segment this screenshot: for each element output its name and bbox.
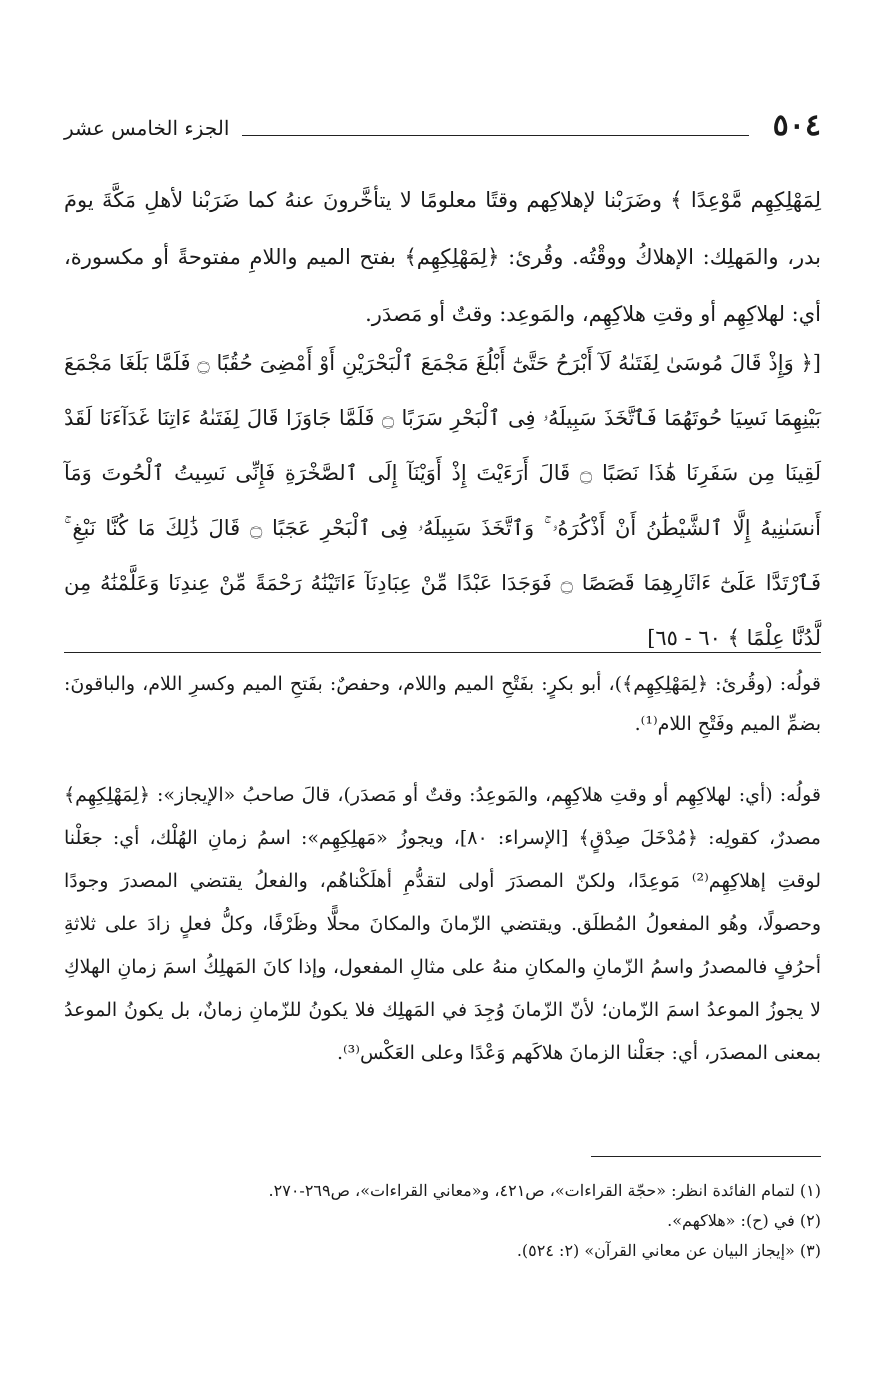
page-number: ٥٠٤ xyxy=(772,108,821,143)
footnote-divider xyxy=(591,1156,821,1157)
commentary-paragraph-2: قولُه: (أي: لهلاكِهِم أو وقتِ هلاكِهِم، والمَوعِدُ: وقتٌ أو مَصدَر)، قالَ صاحبُ «الإيجاز»: ﴿لِمَهْلِكِهِم﴾ مصدرٌ، كقولِه: ﴿مُدْخَلَ صِدْقٍ﴾ [الإسراء: ٨٠]، ويجوزُ «مَهلِكِهِم»: اسمُ زمانِ الهُلْك، أي: جعَلْنا لوقتِ إهلاكِهِم⁽²⁾ مَوعِدًا، ولكنّ المصدَرَ أولى لتقدُّمِ أهلَكْناهُم، والفعلُ يقتضي المصدرَ وجودًا وحصولًا، وهُو المفعولُ المُطلَق. ويقتضي الزّمانَ والمكانَ محلًّا وظَرْفًا، وكلُّ فعلٍ زادَ على ثلاثةِ أحرُفٍ فالمصدرُ واسمُ الزّمانِ والمكانِ منهُ على مثالِ المفعول، وإذا كانَ المَهلِكُ اسمَ زمانِ الهلاكِ لا يجوزُ الموعدُ اسمَ الزّمان؛ لأنّ الزّمانَ وُجِدَ في المَهلِك فلا يكونُ للزّمانِ زمانٌ، بل يكونُ الموعدُ بمعنى المصدَر، أي: جعَلْنا الزمانَ هلاكَهم وَعْدًا وعلى العَكْس⁽³⁾. xyxy=(64,784,822,1064)
main-paragraph: لِمَهْلِكِهِم مَّوْعِدًا ﴾ وضَرَبْنا لإهلاكِهم وقتًا معلومًا لا يتأخَّرونَ عنهُ كما ضَرَبْنا لأهلِ مَكَّةَ يومَ بدر، والمَهلِك: الإهلاكُ ووقْتُه. وقُرئ: ﴿لِمَهْلِكِهِم﴾ بفتح الميم واللامِ مفتوحةً أو مكسورة، أي: لهلاكِهِم أو وقتِ هلاكِهِم، والمَوعِد: وقتٌ أو مَصدَر. xyxy=(64,188,821,326)
page-header xyxy=(64,108,821,152)
footnote-1: (١) لتمام الفائدة انظر: «حجّة القراءات»، ص٤٢١، و«معاني القراءات»، ص٢٦٩-٢٧٠. xyxy=(268,1181,821,1200)
header-divider xyxy=(242,135,749,136)
footnote-2: (٢) في (ح): «هلاكهم». xyxy=(667,1211,821,1230)
commentary-divider xyxy=(64,652,821,653)
running-title: الجزء الخامس عشر xyxy=(64,116,230,140)
footnotes xyxy=(64,1176,821,1266)
quran-verses: [﴿ وَإِذْ قَالَ مُوسَىٰ لِفَتَىٰهُ لَآ أَبْرَحُ حَتَّىٰٓ أَبْلُغَ مَجْمَعَ ٱلْبَحْرَيْنِ أَوْ أَمْضِىَ حُقُبًا ۝ فَلَمَّا بَلَغَا مَجْمَعَ بَيْنِهِمَا نَسِيَا حُوتَهُمَا فَٱتَّخَذَ سَبِيلَهُۥ فِى ٱلْبَحْرِ سَرَبًا ۝ فَلَمَّا جَاوَزَا قَالَ لِفَتَىٰهُ ءَاتِنَا غَدَآءَنَا لَقَدْ لَقِينَا مِن سَفَرِنَا هَٰذَا نَصَبًا ۝ قَالَ أَرَءَيْتَ إِذْ أَوَيْنَآ إِلَى ٱلصَّخْرَةِ فَإِنِّى نَسِيتُ ٱلْحُوتَ وَمَآ أَنسَىٰنِيهُ إِلَّا ٱلشَّيْطَٰنُ أَنْ أَذْكُرَهُۥ ۚ وَٱتَّخَذَ سَبِيلَهُۥ فِى ٱلْبَحْرِ عَجَبًا ۝ قَالَ ذَٰلِكَ مَا كُنَّا نَبْغِ ۚ فَٱرْتَدَّا عَلَىٰٓ ءَاثَارِهِمَا قَصَصًا ۝ فَوَجَدَا عَبْدًا مِّنْ عِبَادِنَآ ءَاتَيْنَٰهُ رَحْمَةً مِّنْ عِندِنَا وَعَلَّمْنَٰهُ مِن لَّدُنَّا عِلْمًا ﴾ ٦٠ - ٦٥] xyxy=(64,351,821,650)
commentary-paragraph-1: قولُه: (وقُرئ: ﴿لِمَهْلِكِهِم﴾)، أبو بكرٍ: بفَتْحِ الميم واللام، وحفصٌ: بفَتحِ الميم وكسرِ اللام، والباقونَ: بضمِّ الميم وفَتْحِ اللام⁽¹⁾. xyxy=(64,673,821,735)
footnote-3: (٣) «إيجاز البيان عن معاني القرآن» (٢: ٥٢٤). xyxy=(516,1241,821,1260)
